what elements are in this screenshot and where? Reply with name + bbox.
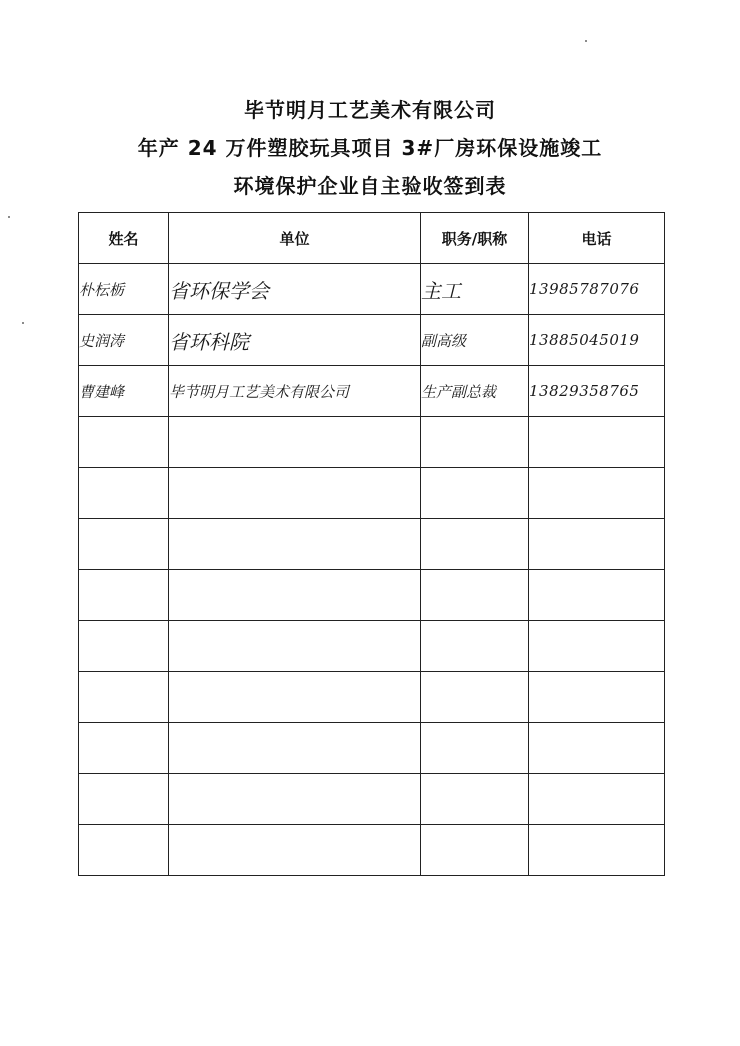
cell-unit — [169, 519, 421, 570]
cell-phone — [529, 417, 665, 468]
table-row — [79, 672, 665, 723]
cell-unit — [169, 468, 421, 519]
cell-title — [421, 417, 529, 468]
table-row — [79, 825, 665, 876]
table-row — [79, 366, 665, 417]
table-row — [79, 621, 665, 672]
header-name: 姓名 — [79, 213, 169, 264]
cell-unit — [169, 723, 421, 774]
cell-name — [79, 519, 169, 570]
cell-name: 曹建峰 — [79, 366, 169, 417]
table-row — [79, 264, 665, 315]
cell-title: 主工 — [421, 264, 529, 315]
cell-unit — [169, 570, 421, 621]
table-row — [79, 417, 665, 468]
header-unit: 单位 — [169, 213, 421, 264]
cell-phone — [529, 621, 665, 672]
cell-unit — [169, 672, 421, 723]
table-row — [79, 723, 665, 774]
cell-name — [79, 417, 169, 468]
cell-unit: 省环科院 — [169, 315, 421, 366]
cell-title: 生产副总裁 — [421, 366, 529, 417]
header-phone: 电话 — [529, 213, 665, 264]
cell-name: 史润涛 — [79, 315, 169, 366]
cell-unit — [169, 621, 421, 672]
cell-title — [421, 723, 529, 774]
cell-name — [79, 825, 169, 876]
cell-unit: 省环保学会 — [169, 264, 421, 315]
cell-title — [421, 621, 529, 672]
project-title: 年产 24 万件塑胶玩具项目 3#厂房环保设施竣工 — [137, 136, 603, 160]
cell-phone: 13829358765 — [529, 366, 665, 417]
cell-phone — [529, 672, 665, 723]
cell-name — [79, 468, 169, 519]
cell-name — [79, 723, 169, 774]
cell-unit — [169, 417, 421, 468]
cell-title — [421, 672, 529, 723]
header-title: 职务/职称 — [421, 213, 529, 264]
company-title: 毕节明月工艺美术有限公司 — [244, 98, 496, 122]
table-header-row — [79, 213, 665, 264]
cell-name — [79, 621, 169, 672]
cell-title — [421, 774, 529, 825]
cell-unit — [169, 774, 421, 825]
cell-phone — [529, 825, 665, 876]
cell-phone: 13885045019 — [529, 315, 665, 366]
sign-in-table — [78, 212, 665, 876]
cell-phone — [529, 570, 665, 621]
scan-speck — [585, 40, 587, 42]
document-title-block — [0, 92, 740, 206]
cell-unit: 毕节明月工艺美术有限公司 — [169, 366, 421, 417]
cell-name — [79, 672, 169, 723]
form-title: 环境保护企业自主验收签到表 — [233, 174, 507, 198]
cell-phone — [529, 723, 665, 774]
table-row — [79, 468, 665, 519]
cell-name — [79, 570, 169, 621]
table-row — [79, 519, 665, 570]
cell-phone: 13985787076 — [529, 264, 665, 315]
cell-title — [421, 825, 529, 876]
cell-phone — [529, 774, 665, 825]
cell-title — [421, 570, 529, 621]
cell-phone — [529, 519, 665, 570]
cell-title — [421, 519, 529, 570]
cell-phone — [529, 468, 665, 519]
table-row — [79, 570, 665, 621]
cell-name — [79, 774, 169, 825]
table-row — [79, 315, 665, 366]
table-row — [79, 774, 665, 825]
scan-speck — [22, 322, 24, 324]
cell-title: 副高级 — [421, 315, 529, 366]
scan-speck — [8, 216, 10, 218]
cell-name: 朴枟栃 — [79, 264, 169, 315]
cell-unit — [169, 825, 421, 876]
cell-title — [421, 468, 529, 519]
